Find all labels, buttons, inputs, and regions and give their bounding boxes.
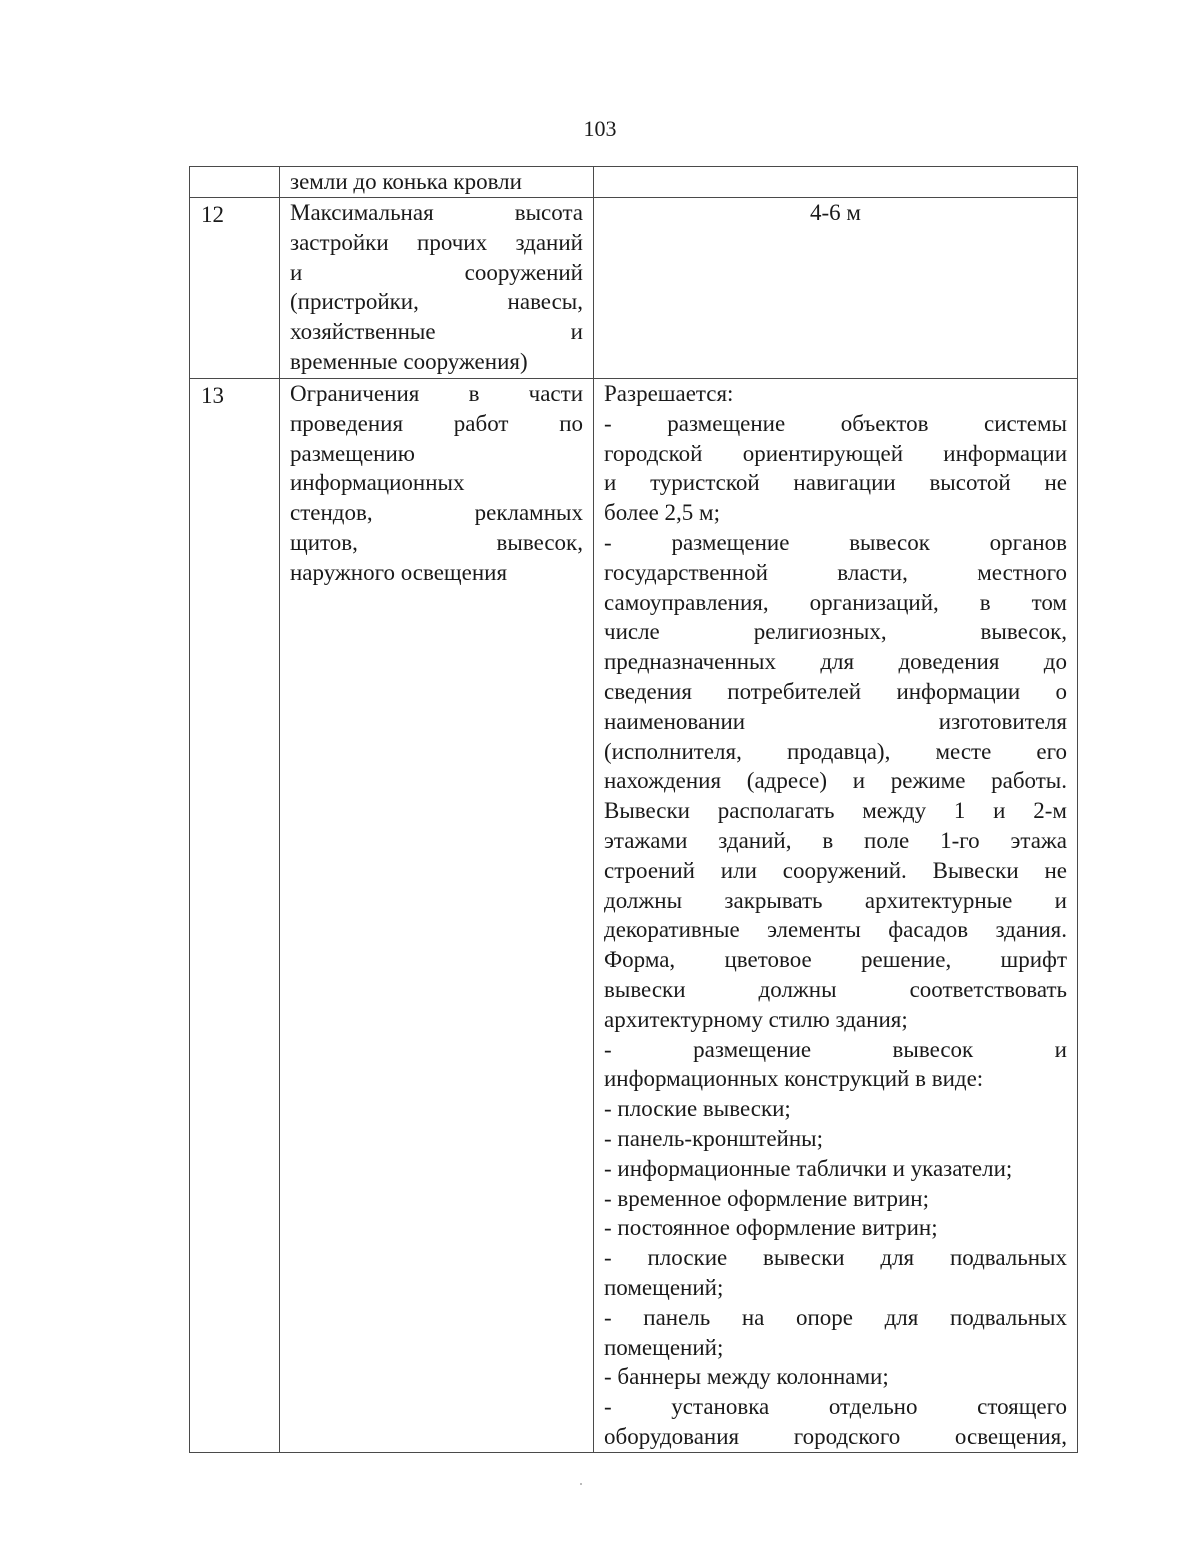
text-line: наружного освещения xyxy=(290,559,508,585)
text-line: самоуправления, организаций, в том xyxy=(604,589,1067,615)
text-line: информационных xyxy=(290,470,465,496)
text-line: помещений; xyxy=(604,1274,724,1300)
text-line: Максимальная высота xyxy=(290,200,583,225)
text-line: - плоские вывески; xyxy=(604,1096,791,1122)
parameter-value-cell xyxy=(594,379,1078,1453)
text-line: - размещение вывесок и xyxy=(604,1036,1067,1062)
text-line: государственной власти, местного xyxy=(604,559,1067,585)
row-number-cell xyxy=(190,167,280,198)
text-line: - постоянное оформление витрин; xyxy=(604,1215,938,1241)
text-line: застройки прочих зданий xyxy=(290,229,583,255)
text-line: более 2,5 м; xyxy=(604,500,720,526)
text-line: - информационные таблички и указатели; xyxy=(604,1155,1013,1181)
text-line: должны закрывать архитектурные и xyxy=(604,887,1067,913)
text-line: архитектурному стилю здания; xyxy=(604,1006,908,1032)
table-row xyxy=(190,198,1078,379)
row-number-cell: 13 xyxy=(190,379,280,1453)
text-line: - панель-кронштейны; xyxy=(604,1125,823,1151)
text-line: Разрешается: xyxy=(604,381,734,406)
parameter-name-cell xyxy=(280,379,594,1453)
parameter-name-cell xyxy=(280,198,594,379)
text-line: хозяйственные и xyxy=(290,319,583,345)
row-number-cell: 12 xyxy=(190,198,280,379)
text-line: 4-6 м xyxy=(810,200,861,225)
parameter-value-cell xyxy=(594,167,1078,198)
text-line: числе религиозных, вывесок, xyxy=(604,619,1067,645)
page-number: 103 xyxy=(583,116,617,141)
text-line: нахождения (адресе) и режиме работы. xyxy=(604,768,1067,794)
text-line: временные сооружения) xyxy=(290,348,528,374)
text-line: предназначенных для доведения до xyxy=(604,649,1067,675)
parameter-name-cell xyxy=(280,167,594,198)
parameter-value-cell xyxy=(594,198,1078,379)
text-line: сведения потребителей информации о xyxy=(604,678,1067,704)
scan-artifact xyxy=(580,1483,582,1485)
text-line: - панель на опоре для подвальных xyxy=(604,1304,1067,1330)
table-row xyxy=(190,379,1078,1453)
text-line: строений или сооружений. Вывески не xyxy=(604,857,1067,883)
text-line: стендов, рекламных xyxy=(290,500,583,526)
text-line: вывески должны соответствовать xyxy=(604,976,1067,1002)
text-line: размещению xyxy=(290,440,415,466)
text-line: помещений; xyxy=(604,1334,724,1360)
table-row xyxy=(190,167,1078,198)
text-line: информационных конструкций в виде: xyxy=(604,1066,984,1092)
text-line: (пристройки, навесы, xyxy=(290,289,583,315)
text-line: и туристской навигации высотой не xyxy=(604,470,1067,496)
text-line: земли до конька кровли xyxy=(290,169,522,194)
text-line: декоративные элементы фасадов здания. xyxy=(604,917,1067,943)
text-line: Ограничения в части xyxy=(290,381,583,406)
text-line: оборудования городского освещения, xyxy=(604,1423,1067,1449)
text-line: щитов, вывесок, xyxy=(290,529,583,555)
text-line: - размещение объектов системы xyxy=(604,410,1067,436)
text-line: - временное оформление витрин; xyxy=(604,1185,929,1211)
text-line: Форма, цветовое решение, шрифт xyxy=(604,947,1067,973)
text-line: Вывески располагать между 1 и 2-м xyxy=(604,798,1067,824)
regulations-table xyxy=(189,166,1078,1453)
text-line: этажами зданий, в поле 1-го этажа xyxy=(604,827,1067,853)
text-line: наименовании изготовителя xyxy=(604,708,1067,734)
text-line: (исполнителя, продавца), месте его xyxy=(604,738,1067,764)
text-line: - размещение вывесок органов xyxy=(604,529,1067,555)
text-line: проведения работ по xyxy=(290,410,583,436)
text-line: и сооружений xyxy=(290,259,583,285)
text-line: - установка отдельно стоящего xyxy=(604,1394,1067,1420)
text-line: городской ориентирующей информации xyxy=(604,440,1067,466)
text-line: - баннеры между колоннами; xyxy=(604,1364,889,1390)
text-line: - плоские вывески для подвальных xyxy=(604,1245,1067,1271)
